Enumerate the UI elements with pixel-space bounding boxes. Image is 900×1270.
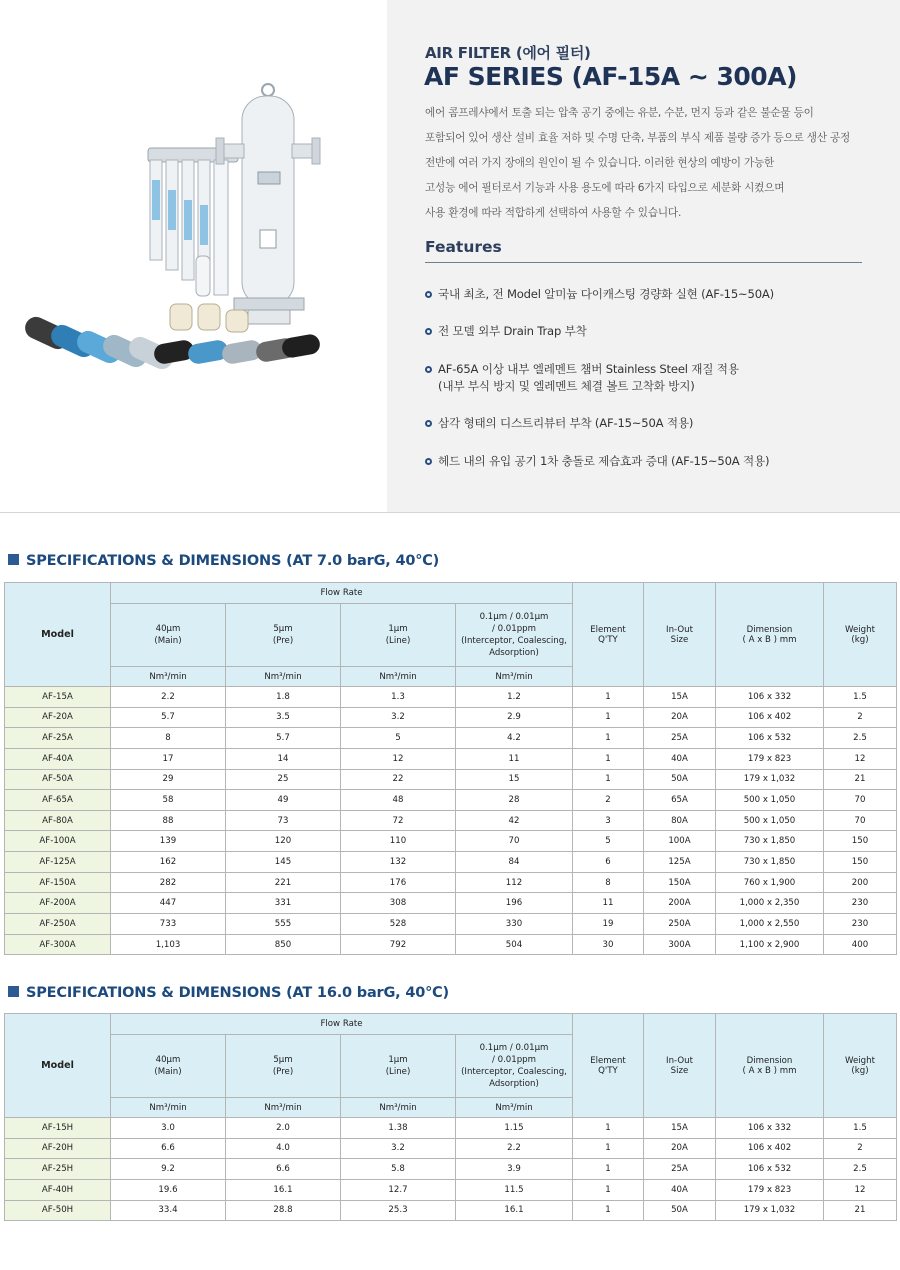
- weight-header: Weight (kg): [824, 1014, 897, 1118]
- circle-bullet-icon: [425, 328, 432, 335]
- unit-header: Nm³/min: [456, 667, 573, 687]
- element-qty-cell: 2: [573, 790, 644, 811]
- flow-40um-header: 40μm (Main): [111, 604, 226, 667]
- spec-table-7bar: [4, 582, 897, 955]
- flow-01um-cell: 15: [456, 769, 573, 790]
- flow-01um-cell: 28: [456, 790, 573, 811]
- model-cell: AF-125A: [5, 852, 111, 873]
- flow-1um-cell: 5: [341, 728, 456, 749]
- element-qty-cell: 19: [573, 914, 644, 935]
- table-row: [5, 810, 897, 831]
- inout-size-cell: 15A: [644, 687, 716, 708]
- flow-5um-cell: 555: [226, 914, 341, 935]
- model-cell: AF-20A: [5, 707, 111, 728]
- flow-40um-cell: 447: [111, 893, 226, 914]
- table-row: [5, 728, 897, 749]
- inout-size-cell: 200A: [644, 893, 716, 914]
- dimension-cell: 1,000 x 2,550: [716, 914, 824, 935]
- unit-header: Nm³/min: [341, 667, 456, 687]
- feature-text: 국내 최초, 전 Model 알미늄 다이캐스팅 경량화 실현 (AF-15~50A): [438, 287, 774, 301]
- feature-text: 헤드 내의 유입 공기 1차 충돌로 제습효과 증대 (AF-15~50A 적용): [438, 454, 770, 468]
- model-cell: AF-80A: [5, 810, 111, 831]
- intro-line: 고성능 에어 필터로서 기능과 사용 용도에 따라 6가지 타입으로 세분화 시켰으며: [425, 182, 785, 194]
- weight-cell: 70: [824, 810, 897, 831]
- element-qty-cell: 1: [573, 748, 644, 769]
- feature-item: [425, 286, 774, 303]
- dimension-cell: 106 x 402: [716, 1138, 824, 1159]
- table-row: [5, 1159, 897, 1180]
- flow-1um-cell: 792: [341, 934, 456, 955]
- flow-5um-cell: 221: [226, 872, 341, 893]
- circle-bullet-icon: [425, 458, 432, 465]
- element-qty-cell: 11: [573, 893, 644, 914]
- inout-size-cell: 40A: [644, 1179, 716, 1200]
- feature-item: [425, 415, 693, 432]
- model-cell: AF-100A: [5, 831, 111, 852]
- weight-cell: 2: [824, 707, 897, 728]
- feature-text: 삼각 형태의 디스트리뷰터 부착 (AF-15~50A 적용): [438, 416, 694, 430]
- flow-5um-cell: 49: [226, 790, 341, 811]
- flow-01um-cell: 3.9: [456, 1159, 573, 1180]
- flow-40um-cell: 9.2: [111, 1159, 226, 1180]
- spec-table-body: [5, 687, 897, 955]
- weight-cell: 1.5: [824, 687, 897, 708]
- flow-1um-cell: 25.3: [341, 1200, 456, 1221]
- weight-cell: 400: [824, 934, 897, 955]
- spec-section-heading: [8, 553, 439, 569]
- element-qty-cell: 1: [573, 1118, 644, 1139]
- flow-5um-header: 5μm (Pre): [226, 604, 341, 667]
- spec-section-title: SPECIFICATIONS & DIMENSIONS (AT 7.0 barG, 40℃): [26, 553, 440, 569]
- inout-size-cell: 80A: [644, 810, 716, 831]
- flow-5um-cell: 5.7: [226, 728, 341, 749]
- spec-section-title: SPECIFICATIONS & DIMENSIONS (AT 16.0 barG, 40℃): [26, 985, 449, 1001]
- flow-40um-cell: 139: [111, 831, 226, 852]
- flow-1um-cell: 132: [341, 852, 456, 873]
- flow-1um-cell: 3.2: [341, 707, 456, 728]
- intro-line: 사용 환경에 따라 적합하게 선택하여 사용할 수 있습니다.: [425, 207, 682, 219]
- circle-bullet-icon: [425, 291, 432, 298]
- element-qty-cell: 30: [573, 934, 644, 955]
- flow-5um-header: 5μm (Pre): [226, 1035, 341, 1098]
- element-qty-header: Element Q'TY: [573, 583, 644, 687]
- flow-40um-cell: 282: [111, 872, 226, 893]
- small-filter-bank-image: [148, 148, 238, 295]
- weight-cell: 150: [824, 831, 897, 852]
- inout-size-cell: 15A: [644, 1118, 716, 1139]
- inout-size-cell: 20A: [644, 707, 716, 728]
- flow-40um-cell: 19.6: [111, 1179, 226, 1200]
- flow-rate-header: Flow Rate: [111, 583, 573, 604]
- dimension-cell: 106 x 532: [716, 728, 824, 749]
- weight-cell: 230: [824, 914, 897, 935]
- flow-01um-cell: 11: [456, 748, 573, 769]
- feature-text: 전 모델 외부 Drain Trap 부착: [438, 324, 587, 338]
- element-qty-cell: 1: [573, 1200, 644, 1221]
- inout-size-cell: 250A: [644, 914, 716, 935]
- element-qty-cell: 3: [573, 810, 644, 831]
- flow-1um-cell: 3.2: [341, 1138, 456, 1159]
- dimension-cell: 106 x 402: [716, 707, 824, 728]
- weight-cell: 230: [824, 893, 897, 914]
- table-row: [5, 1138, 897, 1159]
- table-row: [5, 769, 897, 790]
- inout-size-header: In-Out Size: [644, 583, 716, 687]
- circle-bullet-icon: [425, 366, 432, 373]
- inout-size-cell: 100A: [644, 831, 716, 852]
- intro-line: 전반에 여러 가지 장애의 원인이 될 수 있습니다. 이러한 현상의 예방이 가능한: [425, 157, 775, 169]
- flow-01um-cell: 42: [456, 810, 573, 831]
- flow-40um-cell: 8: [111, 728, 226, 749]
- flow-5um-cell: 1.8: [226, 687, 341, 708]
- table-row: [5, 831, 897, 852]
- dimension-cell: 179 x 823: [716, 748, 824, 769]
- inout-size-header: In-Out Size: [644, 1014, 716, 1118]
- model-cell: AF-15H: [5, 1118, 111, 1139]
- flow-rate-header: Flow Rate: [111, 1014, 573, 1035]
- table-row: [5, 914, 897, 935]
- weight-header: Weight (kg): [824, 583, 897, 687]
- flow-01um-cell: 84: [456, 852, 573, 873]
- element-qty-cell: 6: [573, 852, 644, 873]
- flow-01um-cell: 112: [456, 872, 573, 893]
- weight-cell: 1.5: [824, 1118, 897, 1139]
- air-filter-product-image: [20, 80, 360, 400]
- flow-01um-cell: 1.2: [456, 687, 573, 708]
- flow-01um-cell: 330: [456, 914, 573, 935]
- feature-item: [425, 323, 587, 340]
- dimension-header: Dimension ( A x B ) mm: [716, 583, 824, 687]
- weight-cell: 21: [824, 1200, 897, 1221]
- table-row: [5, 707, 897, 728]
- flow-1um-cell: 12.7: [341, 1179, 456, 1200]
- dimension-cell: 500 x 1,050: [716, 810, 824, 831]
- spec-table-16bar: [4, 1013, 897, 1221]
- product-image-panel: [0, 0, 387, 512]
- flow-5um-cell: 145: [226, 852, 341, 873]
- spec-section-heading: [8, 985, 449, 1001]
- flow-40um-cell: 733: [111, 914, 226, 935]
- flow-5um-cell: 2.0: [226, 1118, 341, 1139]
- element-qty-cell: 1: [573, 769, 644, 790]
- model-header: Model: [5, 1014, 111, 1118]
- model-cell: AF-300A: [5, 934, 111, 955]
- element-qty-header: Element Q'TY: [573, 1014, 644, 1118]
- unit-header: Nm³/min: [226, 667, 341, 687]
- flow-1um-cell: 12: [341, 748, 456, 769]
- model-cell: AF-50A: [5, 769, 111, 790]
- flow-1um-header: 1μm (Line): [341, 1035, 456, 1098]
- flow-1um-cell: 5.8: [341, 1159, 456, 1180]
- weight-cell: 12: [824, 1179, 897, 1200]
- section-divider: [0, 512, 900, 513]
- flow-40um-cell: 5.7: [111, 707, 226, 728]
- flow-01um-cell: 1.15: [456, 1118, 573, 1139]
- flow-40um-cell: 6.6: [111, 1138, 226, 1159]
- flow-40um-cell: 29: [111, 769, 226, 790]
- flow-1um-cell: 1.3: [341, 687, 456, 708]
- flow-5um-cell: 4.0: [226, 1138, 341, 1159]
- dimension-cell: 1,100 x 2,900: [716, 934, 824, 955]
- dimension-cell: 179 x 1,032: [716, 769, 824, 790]
- weight-cell: 2.5: [824, 728, 897, 749]
- product-intro-text: [425, 101, 865, 226]
- weight-cell: 200: [824, 872, 897, 893]
- element-qty-cell: 1: [573, 1138, 644, 1159]
- flow-40um-cell: 2.2: [111, 687, 226, 708]
- flow-01um-cell: 16.1: [456, 1200, 573, 1221]
- flow-1um-cell: 48: [341, 790, 456, 811]
- flow-01um-header: 0.1μm / 0.01μm / 0.01ppm (Interceptor, Coalescing, Adsorption): [456, 604, 573, 667]
- dimension-cell: 730 x 1,850: [716, 831, 824, 852]
- unit-header: Nm³/min: [226, 1098, 341, 1118]
- square-bullet-icon: [8, 554, 19, 565]
- flow-01um-header: 0.1μm / 0.01μm / 0.01ppm (Interceptor, Coalescing, Adsorption): [456, 1035, 573, 1098]
- model-cell: AF-25A: [5, 728, 111, 749]
- intro-line: 에어 콤프레샤에서 토출 되는 압축 공기 중에는 유분, 수분, 먼지 등과 같은 불순물 등이: [425, 107, 814, 119]
- flow-1um-cell: 1.38: [341, 1118, 456, 1139]
- model-cell: AF-40A: [5, 748, 111, 769]
- flow-5um-cell: 28.8: [226, 1200, 341, 1221]
- table-row: [5, 852, 897, 873]
- intro-line: 포함되어 있어 생산 설비 효율 저하 및 수명 단축, 부품의 부식 제품 불량 증가 등으로 생산 공정: [425, 132, 851, 144]
- feature-text-continued: (내부 부식 방지 및 엘레멘트 체결 볼트 고착화 방지): [438, 379, 695, 393]
- feature-text: AF-65A 이상 내부 엘레멘트 챔버 Stainless Steel 재질 적용: [438, 362, 739, 376]
- inout-size-cell: 300A: [644, 934, 716, 955]
- inout-size-cell: 40A: [644, 748, 716, 769]
- flow-01um-cell: 2.2: [456, 1138, 573, 1159]
- features-heading: Features: [425, 238, 502, 256]
- table-row: [5, 893, 897, 914]
- flow-5um-cell: 850: [226, 934, 341, 955]
- dimension-cell: 730 x 1,850: [716, 852, 824, 873]
- flow-5um-cell: 73: [226, 810, 341, 831]
- flow-01um-cell: 70: [456, 831, 573, 852]
- inout-size-cell: 125A: [644, 852, 716, 873]
- flow-40um-cell: 88: [111, 810, 226, 831]
- table-row: [5, 1179, 897, 1200]
- weight-cell: 2.5: [824, 1159, 897, 1180]
- flow-40um-cell: 17: [111, 748, 226, 769]
- model-cell: AF-25H: [5, 1159, 111, 1180]
- flow-40um-cell: 1,103: [111, 934, 226, 955]
- flow-01um-cell: 196: [456, 893, 573, 914]
- element-qty-cell: 5: [573, 831, 644, 852]
- weight-cell: 2: [824, 1138, 897, 1159]
- table-row: [5, 687, 897, 708]
- inout-size-cell: 65A: [644, 790, 716, 811]
- inout-size-cell: 50A: [644, 769, 716, 790]
- unit-header: Nm³/min: [341, 1098, 456, 1118]
- unit-header: Nm³/min: [456, 1098, 573, 1118]
- model-cell: AF-250A: [5, 914, 111, 935]
- element-qty-cell: 1: [573, 687, 644, 708]
- model-header: Model: [5, 583, 111, 687]
- element-qty-cell: 1: [573, 1179, 644, 1200]
- product-intro-section: [0, 0, 900, 512]
- product-title: AF SERIES (AF-15A ~ 300A): [424, 62, 797, 91]
- dimension-cell: 106 x 532: [716, 1159, 824, 1180]
- flow-40um-cell: 3.0: [111, 1118, 226, 1139]
- dimension-cell: 106 x 332: [716, 687, 824, 708]
- dimension-cell: 760 x 1,900: [716, 872, 824, 893]
- square-bullet-icon: [8, 986, 19, 997]
- model-cell: AF-20H: [5, 1138, 111, 1159]
- spec-table-body: [5, 1118, 897, 1221]
- weight-cell: 21: [824, 769, 897, 790]
- dimension-cell: 179 x 1,032: [716, 1200, 824, 1221]
- table-row: [5, 748, 897, 769]
- dimension-cell: 179 x 823: [716, 1179, 824, 1200]
- dimension-cell: 500 x 1,050: [716, 790, 824, 811]
- flow-01um-cell: 504: [456, 934, 573, 955]
- flow-40um-cell: 33.4: [111, 1200, 226, 1221]
- model-cell: AF-15A: [5, 687, 111, 708]
- flow-01um-cell: 2.9: [456, 707, 573, 728]
- table-row: [5, 1118, 897, 1139]
- element-qty-cell: 8: [573, 872, 644, 893]
- unit-header: Nm³/min: [111, 1098, 226, 1118]
- flow-1um-cell: 110: [341, 831, 456, 852]
- flow-1um-cell: 308: [341, 893, 456, 914]
- element-qty-cell: 1: [573, 1159, 644, 1180]
- flow-1um-cell: 176: [341, 872, 456, 893]
- model-cell: AF-200A: [5, 893, 111, 914]
- flow-40um-cell: 162: [111, 852, 226, 873]
- weight-cell: 12: [824, 748, 897, 769]
- dimension-cell: 1,000 x 2,350: [716, 893, 824, 914]
- table-row: [5, 872, 897, 893]
- flow-5um-cell: 6.6: [226, 1159, 341, 1180]
- element-qty-cell: 1: [573, 728, 644, 749]
- element-qty-cell: 1: [573, 707, 644, 728]
- feature-item: [425, 453, 769, 470]
- weight-cell: 150: [824, 852, 897, 873]
- inout-size-cell: 25A: [644, 1159, 716, 1180]
- flow-5um-cell: 3.5: [226, 707, 341, 728]
- flow-1um-cell: 528: [341, 914, 456, 935]
- flow-1um-header: 1μm (Line): [341, 604, 456, 667]
- flow-5um-cell: 25: [226, 769, 341, 790]
- dimension-header: Dimension ( A x B ) mm: [716, 1014, 824, 1118]
- inout-size-cell: 25A: [644, 728, 716, 749]
- flow-01um-cell: 11.5: [456, 1179, 573, 1200]
- flow-5um-cell: 16.1: [226, 1179, 341, 1200]
- flow-40um-header: 40μm (Main): [111, 1035, 226, 1098]
- model-cell: AF-40H: [5, 1179, 111, 1200]
- inout-size-cell: 150A: [644, 872, 716, 893]
- model-cell: AF-50H: [5, 1200, 111, 1221]
- product-subtitle: AIR FILTER (에어 필터): [425, 44, 591, 62]
- feature-item: [425, 361, 739, 395]
- model-cell: AF-150A: [5, 872, 111, 893]
- weight-cell: 70: [824, 790, 897, 811]
- flow-40um-cell: 58: [111, 790, 226, 811]
- flow-01um-cell: 4.2: [456, 728, 573, 749]
- flow-5um-cell: 331: [226, 893, 341, 914]
- dimension-cell: 106 x 332: [716, 1118, 824, 1139]
- table-row: [5, 790, 897, 811]
- circle-bullet-icon: [425, 420, 432, 427]
- inout-size-cell: 20A: [644, 1138, 716, 1159]
- model-cell: AF-65A: [5, 790, 111, 811]
- flow-5um-cell: 120: [226, 831, 341, 852]
- table-row: [5, 1200, 897, 1221]
- flow-1um-cell: 22: [341, 769, 456, 790]
- features-divider: [425, 262, 862, 263]
- flow-5um-cell: 14: [226, 748, 341, 769]
- inout-size-cell: 50A: [644, 1200, 716, 1221]
- flow-1um-cell: 72: [341, 810, 456, 831]
- table-row: [5, 934, 897, 955]
- unit-header: Nm³/min: [111, 667, 226, 687]
